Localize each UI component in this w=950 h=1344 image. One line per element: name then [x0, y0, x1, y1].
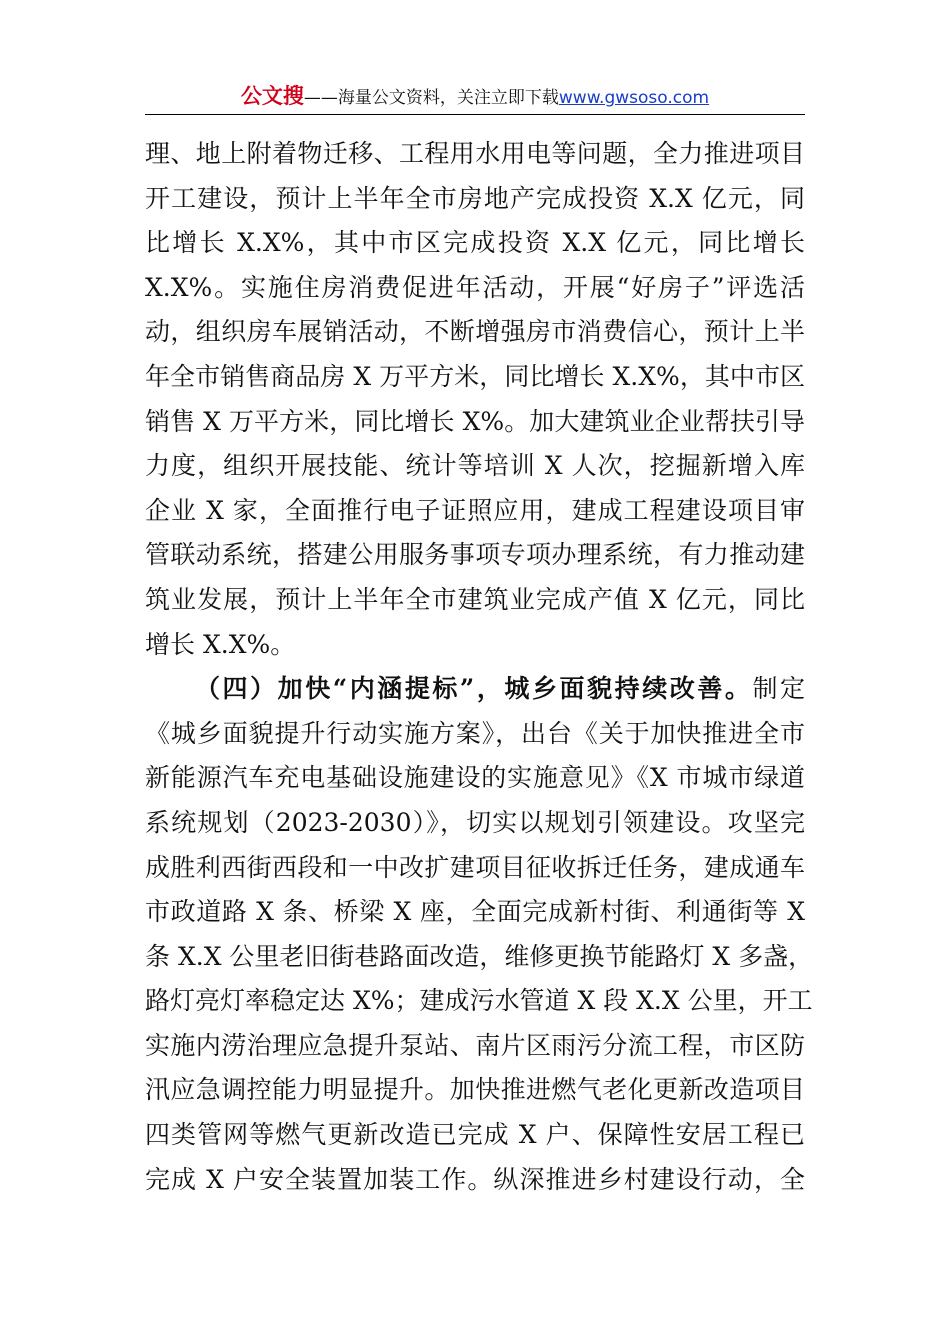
- text-line: 理、地上附着物迁移、工程用水用电等问题，全力推进项目: [145, 139, 805, 168]
- text-line: 汛应急调控能力明显提升。加快推进燃气老化更新改造项目: [145, 1075, 805, 1105]
- text-line: 条 X.X 公里老旧街巷路面改造，维修更换节能路灯 X 多盏，: [145, 941, 814, 971]
- section-heading-rest: 制定: [752, 674, 805, 704]
- text-line: 管联动系统，搭建公用服务事项专项办理系统，有力推动建: [145, 540, 805, 570]
- text-line: 新能源汽车充电基础设施建设的实施意见》《X 市城市绿道: [145, 763, 805, 793]
- text-line: 力度，组织开展技能、统计等培训 X 人次，挖掘新增入库: [145, 451, 805, 481]
- text-line: 完成 X 户安全装置加装工作。纵深推进乡村建设行动，全: [145, 1164, 805, 1194]
- text-line: 比增长 X.X%，其中市区完成投资 X.X 亿元，同比增长: [145, 228, 805, 258]
- section-heading: （四）加快“内涵提标”，城乡面貌持续改善。: [195, 674, 753, 704]
- text-line: 四类管网等燃气更新改造已完成 X 户、保障性安居工程已: [145, 1120, 805, 1150]
- text-line: 开工建设，预计上半年全市房地产完成投资 X.X 亿元，同: [145, 183, 805, 213]
- text-line: 动，组织房车展销活动，不断增强房市消费信心，预计上半: [145, 317, 805, 347]
- text-line: 企业 X 家，全面推行电子证照应用，建成工程建设项目审: [145, 495, 805, 525]
- page-header: [145, 80, 805, 115]
- header-tagline: ——海量公文资料，关注立即下载: [303, 88, 559, 108]
- text-line: 市政道路 X 条、桥梁 X 座，全面完成新村街、利通街等 X: [145, 897, 805, 927]
- text-line: X.X%。实施住房消费促进年活动，开展“好房子”评选活: [145, 272, 805, 302]
- text-line: 筑业发展，预计上半年全市建筑业完成产值 X 亿元，同比: [145, 584, 805, 614]
- text-line: 系统规划（2023-2030）》，切实以规划引领建设。攻坚完: [145, 807, 805, 837]
- text-line: 销售 X 万平方米，同比增长 X%。加大建筑业企业帮扶引导: [145, 406, 805, 436]
- section-heading-line: [145, 667, 805, 712]
- text-line: 增长 X.X%。: [145, 629, 296, 659]
- text-line: 年全市销售商品房 X 万平方米，同比增长 X.X%，其中市区: [145, 361, 805, 391]
- text-line: 成胜利西街西段和一中改扩建项目征收拆迁任务，建成通车: [145, 852, 805, 882]
- document-body: [145, 132, 814, 1202]
- brand-name: 公文搜: [240, 84, 304, 108]
- text-line: 实施内涝治理应急提升泵站、南片区雨污分流工程，市区防: [145, 1030, 805, 1060]
- text-line: 路灯亮灯率稳定达 X%；建成污水管道 X 段 X.X 公里，开工: [145, 986, 813, 1016]
- site-link[interactable]: www.gwsoso.com: [558, 88, 710, 108]
- text-line: 《城乡面貌提升行动实施方案》，出台《关于加快推进全市: [145, 718, 805, 748]
